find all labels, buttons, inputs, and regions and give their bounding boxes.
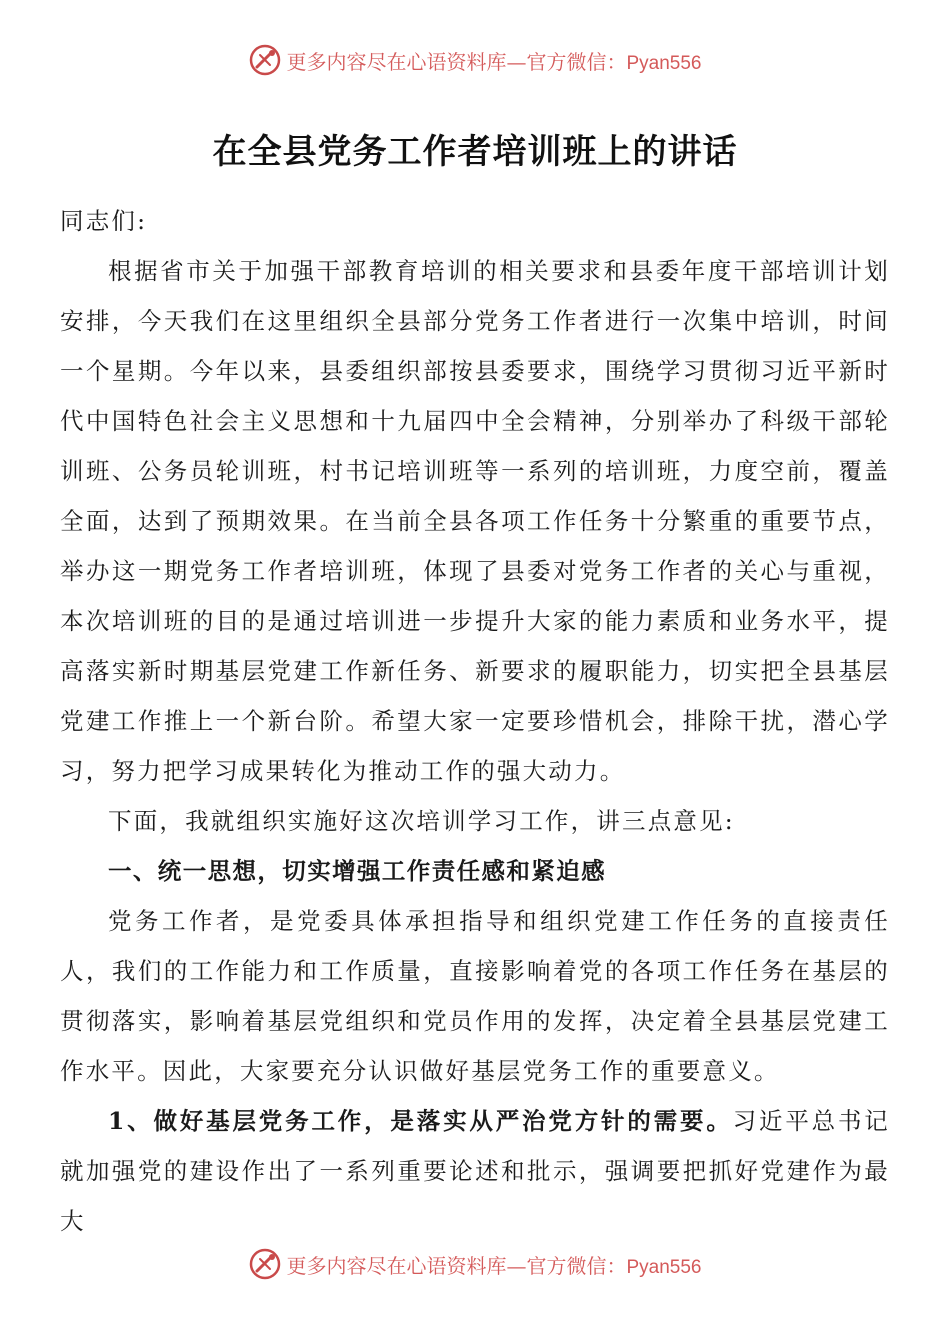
watermark-main-text: 更多内容尽在心语资料库—: [286, 1253, 527, 1278]
watermark-wechat-label: 官方微信：: [526, 1253, 627, 1278]
document-body: [60, 196, 890, 1246]
point-1-lead: 1、做好基层党务工作，是落实从严治党方针的需要。: [108, 1107, 733, 1135]
watermark-wechat-id: Pyan556: [626, 52, 702, 74]
stamp-logo-icon: [248, 43, 282, 77]
watermark-wechat-id: Pyan556: [626, 1256, 702, 1278]
greeting: 同志们:: [60, 207, 148, 235]
paragraph-overview: 下面，我就组织实施好这次培训学习工作，讲三点意见:: [108, 807, 735, 835]
stamp-logo-icon: [248, 1247, 282, 1281]
watermark-main-text: 更多内容尽在心语资料库—: [286, 49, 527, 74]
watermark-text: [286, 1250, 701, 1279]
point-1-body: 习近平总书记就加强党的建设作出了一系列重要论述和批示，强调要把抓好党建作为最大: [60, 1107, 890, 1235]
paragraph-point-1: [60, 1096, 890, 1246]
paragraph-section-1: 党务工作者，是党委具体承担指导和组织党建工作任务的直接责任人，我们的工作能力和工作质量，直接影响着党的各项工作任务在基层的贯彻落实，影响着基层党组织和党员作用的发挥，决定着全县基层党建工作水平。因此，大家要充分认识做好基层党务工作的重要意义。: [60, 907, 890, 1085]
watermark-footer: [0, 1244, 950, 1284]
watermark-header: [0, 40, 950, 80]
document-title: 在全县党务工作者培训班上的讲话: [212, 132, 738, 172]
section-heading-1: 一、统一思想，切实增强工作责任感和紧迫感: [108, 857, 606, 885]
watermark-wechat-label: 官方微信：: [526, 49, 627, 74]
watermark-text: [286, 46, 701, 75]
paragraph-intro: 根据省市关于加强干部教育培训的相关要求和县委年度干部培训计划安排，今天我们在这里组织全县部分党务工作者进行一次集中培训，时间一个星期。今年以来，县委组织部按县委要求，围绕学习贯彻习近平新时代中国特色社会主义思想和十九届四中全会精神，分别举办了科级干部轮训班、公务员轮训班，村书记培训班等一系列的培训班，力度空前，覆盖全面，达到了预期效果。在当前全县各项工作任务十分繁重的重要节点，举办这一期党务工作者培训班，体现了县委对党务工作者的关心与重视，本次培训班的目的是通过培训进一步提升大家的能力素质和业务水平，提高落实新时期基层党建工作新任务、新要求的履职能力，切实把全县基层党建工作推上一个新台阶。希望大家一定要珍惜机会，排除干扰，潜心学习，努力把学习成果转化为推动工作的强大动力。: [60, 257, 890, 785]
